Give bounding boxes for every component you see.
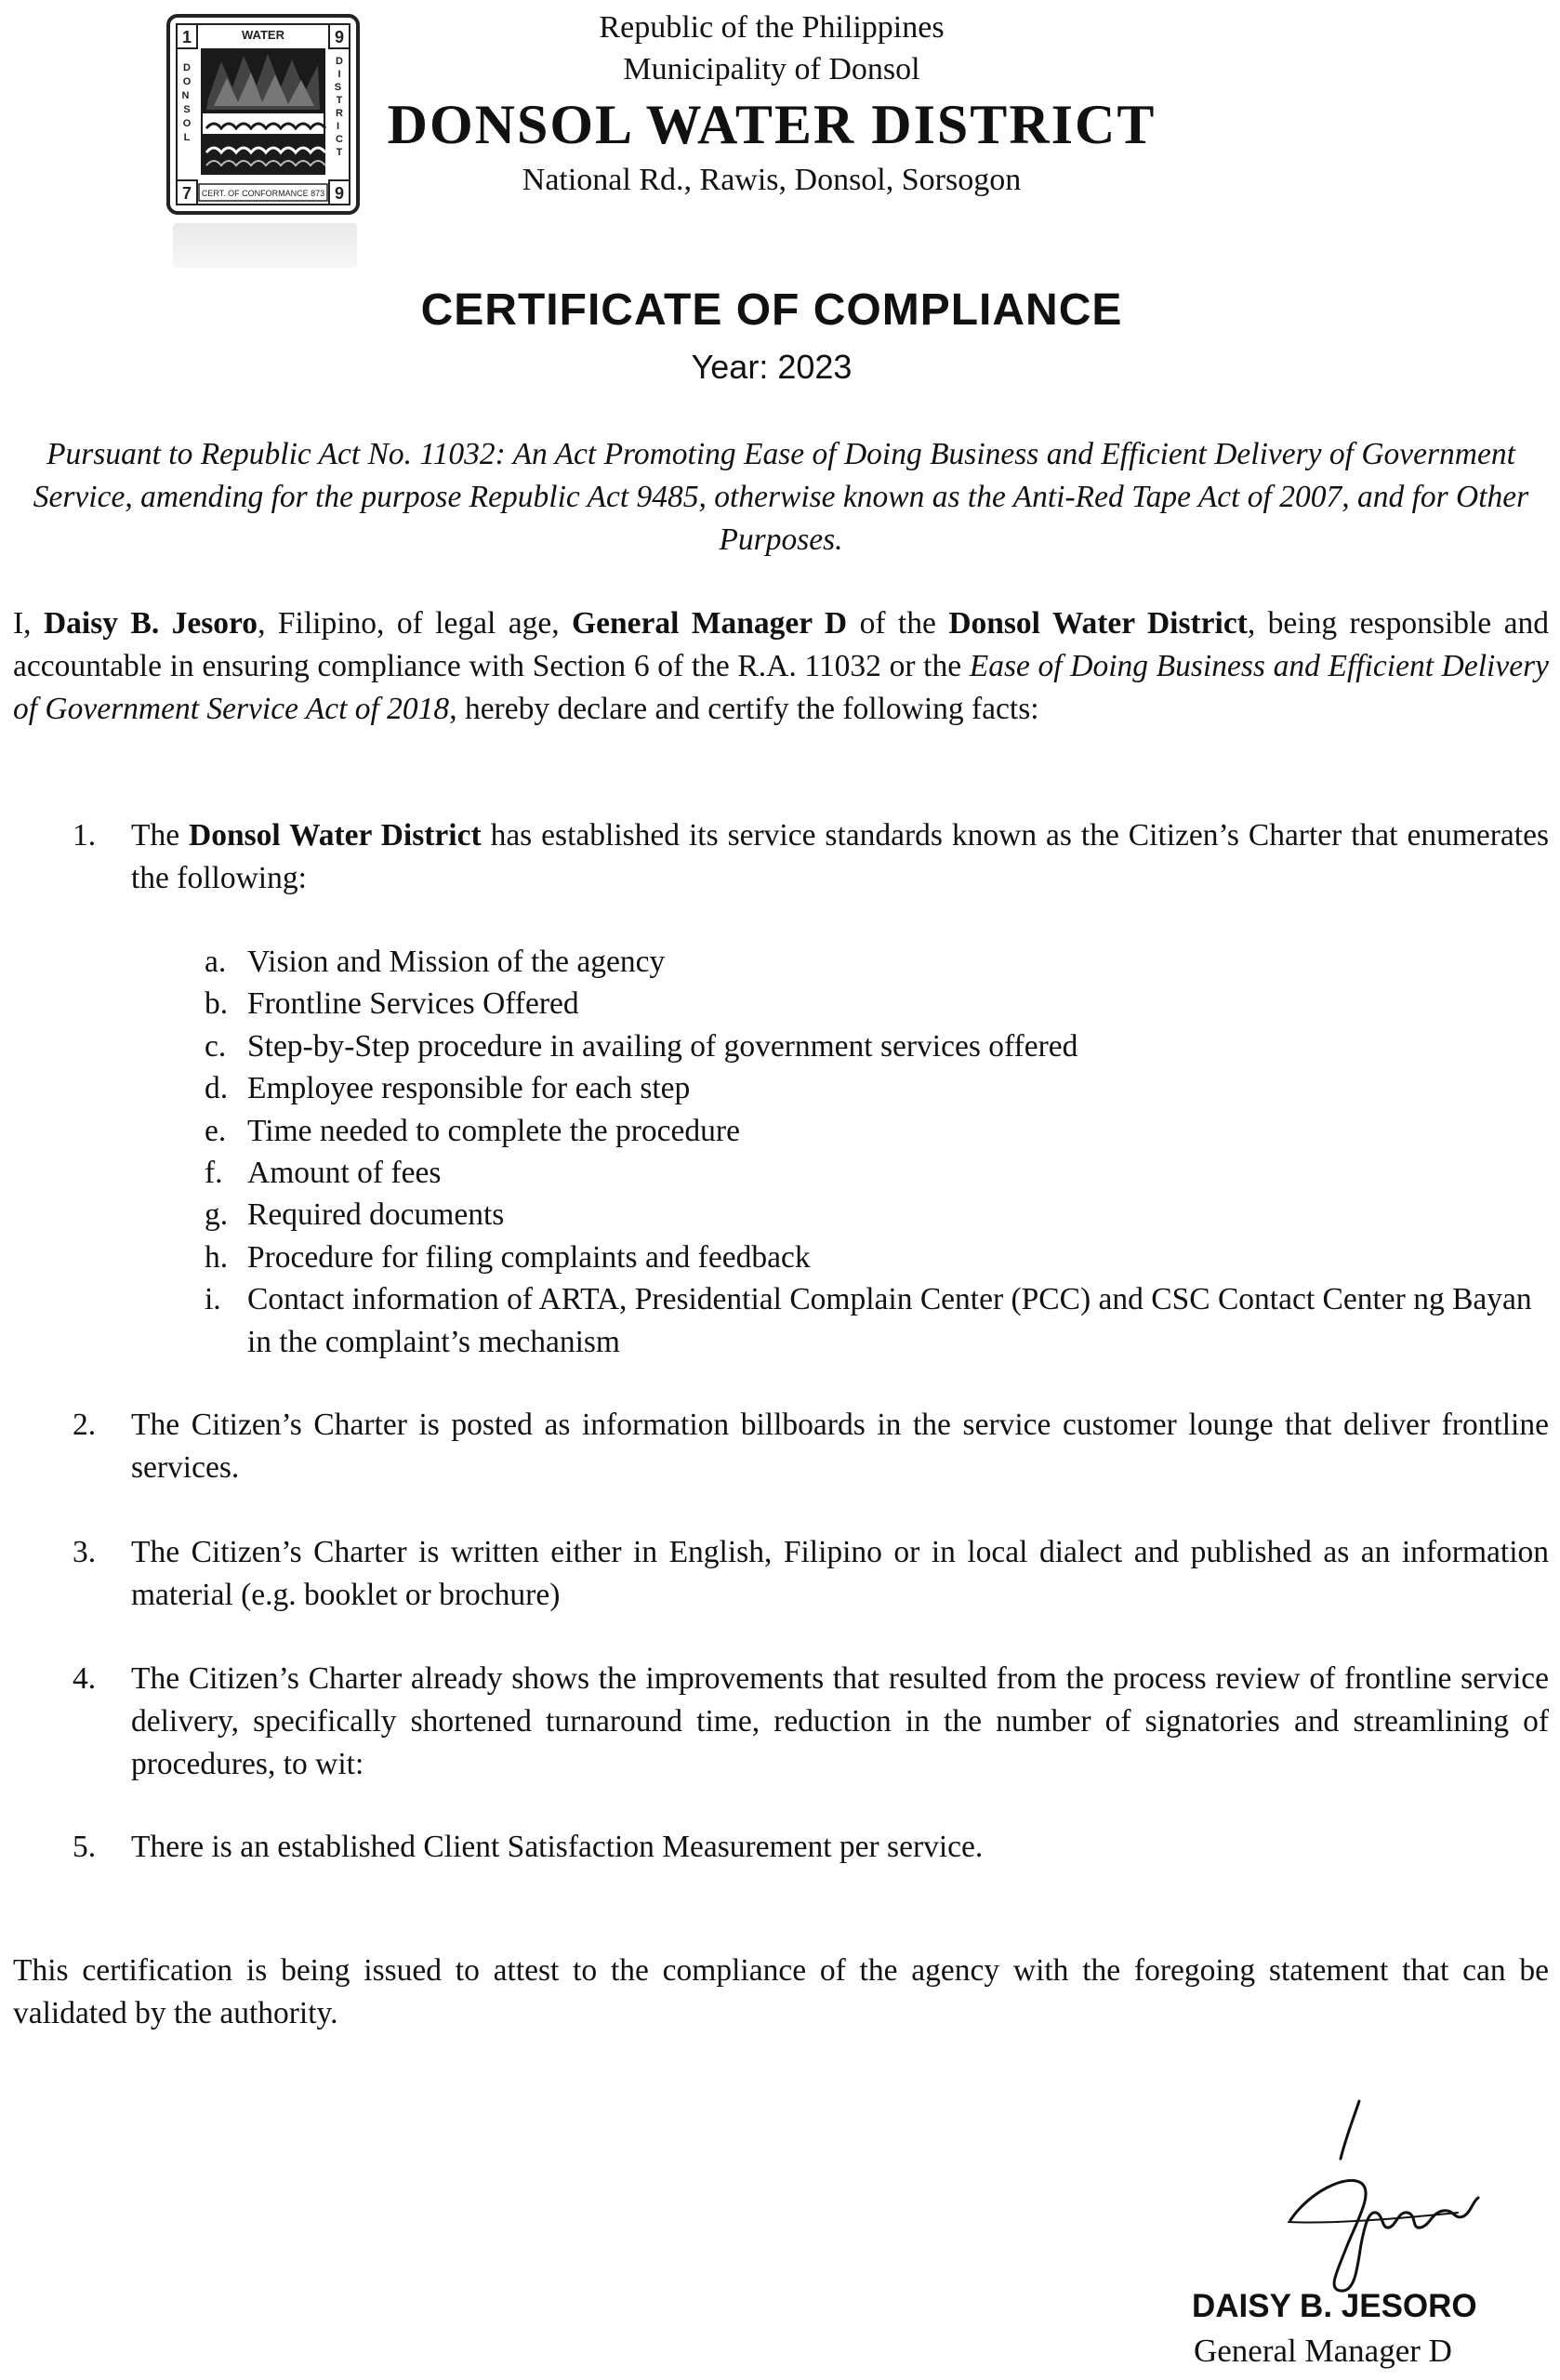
letterhead-address: National Rd., Rawis, Donsol, Sorsogon bbox=[522, 163, 1022, 197]
intro-paragraph bbox=[13, 602, 1549, 731]
initial-mark bbox=[1331, 2097, 1368, 2162]
svg-text:9: 9 bbox=[334, 184, 345, 203]
sublist-text: Procedure for filing complaints and feedback bbox=[247, 1239, 811, 1275]
sublist-text: Amount of fees bbox=[247, 1156, 442, 1191]
closing-paragraph: This certification is being issued to attest to the compliance of the agency with the foregoing statement that can be validated by the authority. bbox=[13, 1953, 1549, 2030]
sublist-letter: d. bbox=[205, 1071, 229, 1106]
logo-shadow-decoration bbox=[173, 223, 357, 268]
sublist-text: Vision and Mission of the agency bbox=[247, 945, 666, 979]
intro-text-3: of the bbox=[847, 606, 949, 641]
list-item-agency-name: Donsol Water District bbox=[189, 818, 482, 853]
letterhead-republic: Republic of the Philippines bbox=[599, 10, 945, 45]
document-year: Year: 2023 bbox=[691, 348, 853, 386]
intro-text-4: , being responsible and accountable in ensuring compliance with Section 6 of the R.A. 11032 or the bbox=[13, 606, 1549, 683]
charter-contents-sublist bbox=[205, 941, 1549, 1363]
svg-text:WATER: WATER bbox=[242, 28, 284, 42]
list-item-number: 3. bbox=[73, 1535, 97, 1569]
sublist-text: Step-by-Step procedure in availing of government services offered bbox=[247, 1028, 1078, 1064]
sublist-letter: f. bbox=[205, 1156, 223, 1191]
sublist-letter: c. bbox=[205, 1028, 227, 1064]
intro-text-2: , Filipino, of legal age, bbox=[258, 606, 573, 641]
sublist-item-a bbox=[205, 941, 1549, 983]
sublist-text: Time needed to complete the procedure bbox=[247, 1113, 740, 1148]
list-item-2 bbox=[73, 1404, 1549, 1489]
document-title: CERTIFICATE OF COMPLIANCE bbox=[420, 285, 1123, 335]
list-item-4 bbox=[73, 1658, 1549, 1786]
signatory-name: DAISY B. JESORO bbox=[1192, 2288, 1477, 2324]
svg-text:7: 7 bbox=[181, 184, 192, 203]
svg-text:9: 9 bbox=[334, 28, 345, 46]
sublist-letter: a. bbox=[205, 945, 227, 979]
sublist-letter: i. bbox=[205, 1282, 221, 1317]
sublist-item-h bbox=[205, 1236, 1549, 1278]
intro-text-1: I, bbox=[13, 606, 44, 641]
list-item-number: 2. bbox=[73, 1408, 97, 1442]
list-item-text-post: has established its service standards known as the Citizen’s Charter that enumerates the following: bbox=[131, 818, 1549, 895]
list-item-number: 5. bbox=[73, 1830, 97, 1864]
sublist-item-b bbox=[205, 983, 1549, 1025]
letterhead-municipality: Municipality of Donsol bbox=[623, 52, 920, 86]
list-item-5 bbox=[73, 1826, 1549, 1869]
svg-text:DON SOL: D O N S O L bbox=[181, 62, 192, 143]
sublist-item-i bbox=[205, 1278, 1549, 1363]
sublist-letter: e. bbox=[205, 1113, 227, 1148]
list-item-text: The Citizen’s Charter is posted as information billboards in the service customer lounge that deliver frontline services. bbox=[131, 1408, 1549, 1485]
handwritten-signature bbox=[1272, 2155, 1486, 2294]
act-title: Ease of Doing Business and Efficient Delivery of Government Service Act of 2018 bbox=[13, 649, 1549, 726]
certifier-name: Daisy B. Jesoro bbox=[43, 606, 258, 641]
preamble-paragraph: Pursuant to Republic Act No. 11032: An Act Promoting Ease of Doing Business and Efficient Delivery of Government Service, amending for the purpose Republic Act 9485, otherwise known as the Anti-Red Tape Act of 2007, and for Other Purposes. bbox=[33, 437, 1529, 557]
certifier-position: General Manager D bbox=[572, 606, 848, 641]
sublist-item-d bbox=[205, 1067, 1549, 1109]
letterhead-district-name: DONSOL WATER DISTRICT bbox=[387, 94, 1157, 155]
list-item-3 bbox=[73, 1531, 1549, 1617]
sublist-item-c bbox=[205, 1025, 1549, 1067]
agency-name: Donsol Water District bbox=[948, 606, 1248, 641]
signatory-position: General Manager D bbox=[1194, 2333, 1452, 2369]
list-item-text: There is an established Client Satisfaction Measurement per service. bbox=[131, 1830, 984, 1864]
list-item-text bbox=[131, 814, 1549, 900]
intro-text-5: , hereby declare and certify the following facts: bbox=[449, 692, 1039, 726]
svg-text:DIS TRI CT: D I S T R I C T bbox=[334, 56, 343, 158]
sublist-letter: g. bbox=[205, 1197, 229, 1233]
sublist-text: Required documents bbox=[247, 1197, 505, 1233]
list-item-text: The Citizen’s Charter already shows the improvements that resulted from the process review of frontline service delivery, specifically shortened turnaround time, reduction in the number of signatories and streamlining of procedures, to wit: bbox=[131, 1661, 1549, 1781]
svg-text:CERT. OF CONFORMANCE 873: CERT. OF CONFORMANCE 873 bbox=[201, 189, 325, 198]
list-item-number: 4. bbox=[73, 1661, 97, 1696]
sublist-text: Employee responsible for each step bbox=[247, 1071, 691, 1106]
list-item-1 bbox=[73, 814, 1549, 900]
sublist-letter: h. bbox=[205, 1239, 229, 1275]
sublist-letter: b. bbox=[205, 986, 229, 1022]
sublist-text: Frontline Services Offered bbox=[247, 986, 579, 1022]
sublist-text: Contact information of ARTA, Presidential Complain Center (PCC) and CSC Contact Center ng Bayan in the complaint’s mechanism bbox=[247, 1282, 1532, 1359]
sublist-item-e bbox=[205, 1110, 1549, 1152]
list-item-text: The Citizen’s Charter is written either in English, Filipino or in local dialect and published as an information material (e.g. booklet or brochure) bbox=[131, 1535, 1549, 1612]
svg-text:1: 1 bbox=[181, 28, 192, 46]
list-item-number: 1. bbox=[73, 818, 97, 853]
sublist-item-f bbox=[205, 1152, 1549, 1194]
list-item-text-pre: The bbox=[131, 818, 190, 853]
sublist-item-g bbox=[205, 1194, 1549, 1236]
